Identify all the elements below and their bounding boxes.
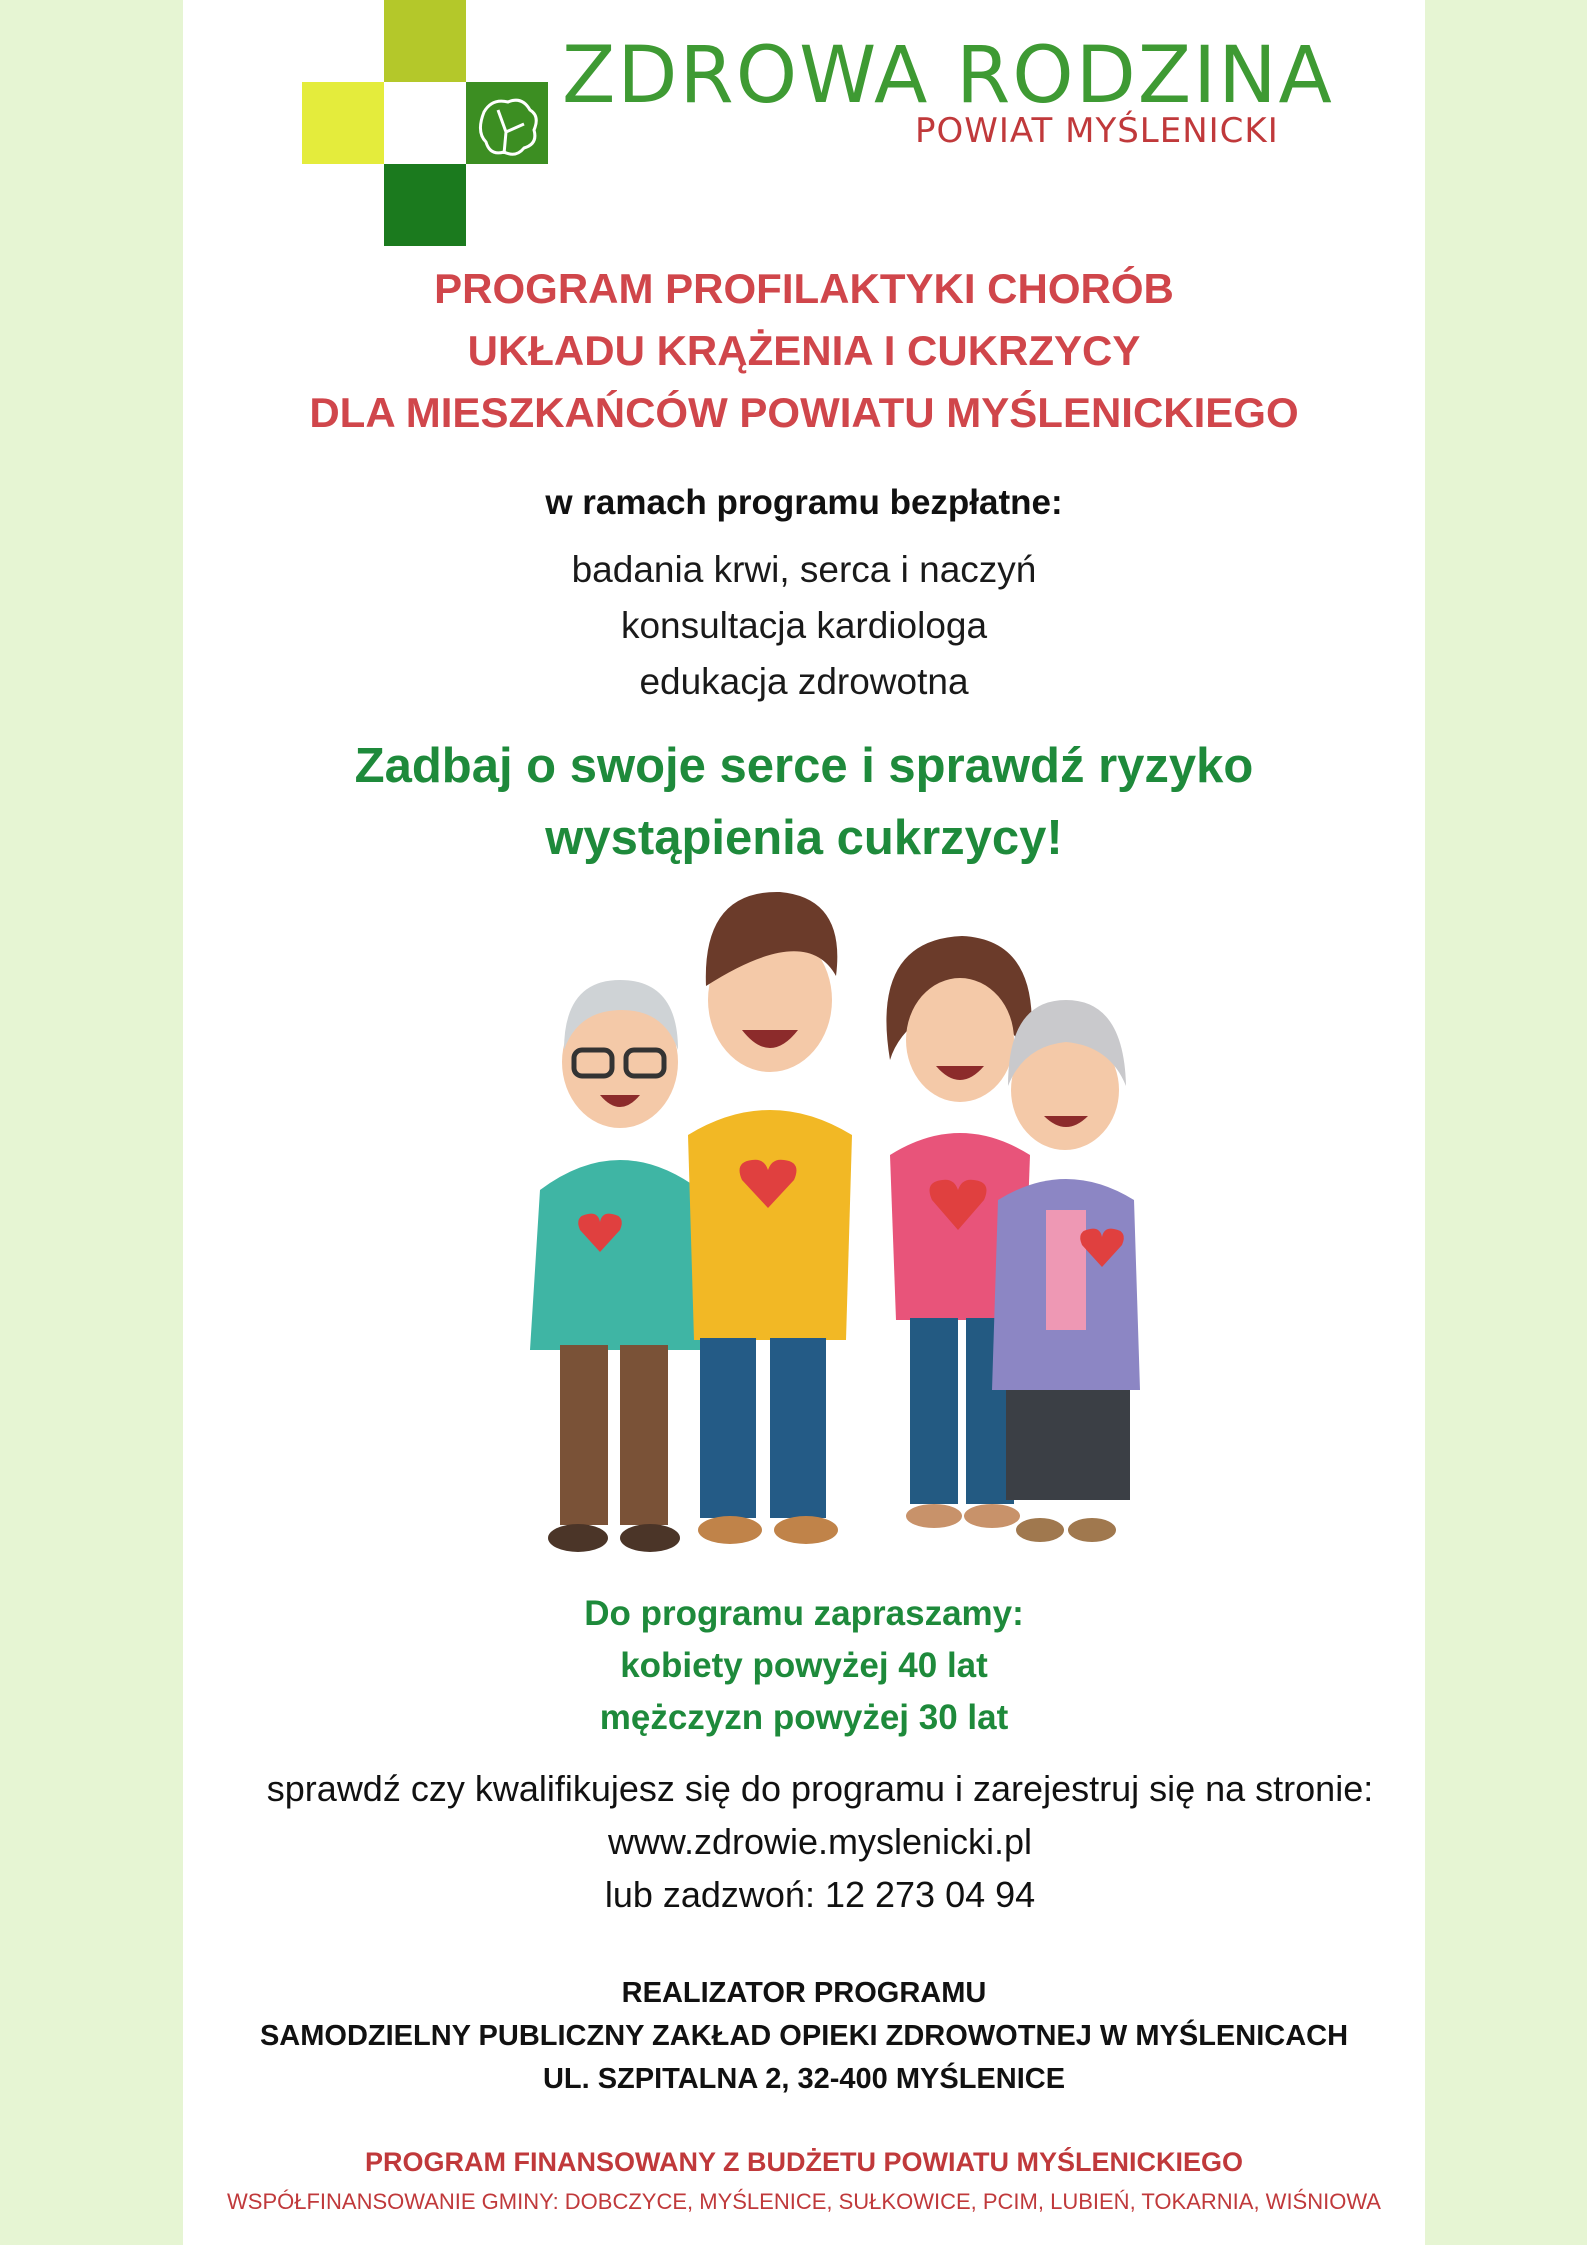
list-item: edukacja zdrowotna bbox=[639, 661, 969, 702]
invite-line: mężczyzn powyżej 30 lat bbox=[599, 1698, 1009, 1737]
list-item: badania krwi, serca i naczyń bbox=[571, 549, 1037, 590]
list-item: konsultacja kardiologa bbox=[620, 605, 988, 646]
family-with-hearts-illustration bbox=[520, 890, 1140, 1570]
website-link[interactable]: www.zdrowie.myslenicki.pl bbox=[607, 1821, 1033, 1862]
cofinancing-note: WSPÓŁFINANSOWANIE GMINY: DOBCZYCE, MYŚLENICE, SUŁKOWICE, PCIM, LUBIEŃ, TOKARNIA, WIŚNIOWA bbox=[227, 2189, 1381, 2214]
program-title-line: DLA MIESZKAŃCÓW POWIATU MYŚLENICKIEGO bbox=[309, 389, 1299, 436]
logo-title: ZDROWA RODZINA bbox=[562, 31, 1334, 121]
phone-line: lub zadzwoń: 12 273 04 94 bbox=[604, 1874, 1036, 1915]
free-services-intro: w ramach programu bezpłatne: bbox=[545, 483, 1063, 522]
contact-block bbox=[200, 1762, 1440, 1921]
realizator-block bbox=[183, 1972, 1425, 2101]
invite-line: Do programu zapraszamy: bbox=[584, 1594, 1024, 1633]
realizator-line: SAMODZIELNY PUBLICZNY ZAKŁAD OPIEKI ZDROWOTNEJ W MYŚLENICACH bbox=[259, 2020, 1349, 2052]
contact-line: sprawdź czy kwalifikujesz się do programu i zarejestruj się na stronie: bbox=[266, 1768, 1374, 1809]
free-services-list bbox=[183, 542, 1425, 710]
logo-squares bbox=[302, 0, 548, 246]
grandpa-figure bbox=[530, 980, 710, 1552]
slogan-line: wystąpienia cukrzycy! bbox=[545, 811, 1063, 865]
slogan bbox=[183, 730, 1425, 874]
financing-note: PROGRAM FINANSOWANY Z BUDŻETU POWIATU MYŚLENICKIEGO bbox=[364, 2147, 1243, 2177]
grandma-figure bbox=[992, 1000, 1140, 1542]
man-figure bbox=[688, 892, 852, 1544]
invite-line: kobiety powyżej 40 lat bbox=[620, 1646, 988, 1685]
invite-block bbox=[183, 1588, 1425, 1744]
realizator-line: UL. SZPITALNA 2, 32-400 MYŚLENICE bbox=[542, 2063, 1066, 2095]
program-title-line: UKŁADU KRĄŻENIA I CUKRZYCY bbox=[467, 327, 1141, 374]
realizator-line: REALIZATOR PROGRAMU bbox=[621, 1977, 987, 2009]
logo-subtitle: POWIAT MYŚLENICKI bbox=[915, 111, 1279, 151]
program-title bbox=[183, 258, 1425, 444]
slogan-line: Zadbaj o swoje serce i sprawdź ryzyko bbox=[354, 739, 1254, 793]
program-title-line: PROGRAM PROFILAKTYKI CHORÓB bbox=[434, 265, 1174, 312]
